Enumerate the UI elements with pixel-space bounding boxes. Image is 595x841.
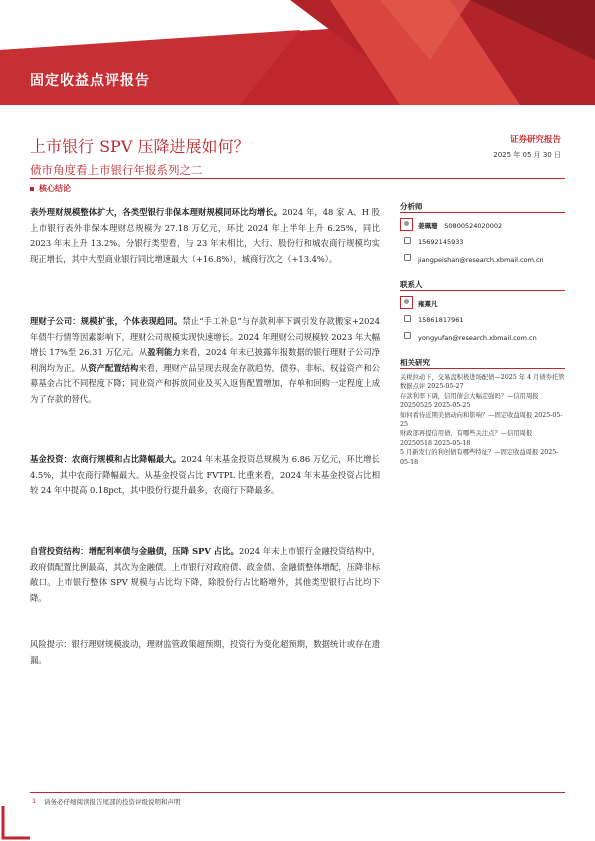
related-heading: 相关研究 (400, 357, 565, 369)
avatar (400, 296, 413, 309)
bullet-icon (30, 187, 34, 191)
page-title: 上市银行 SPV 压降进展如何？ (30, 137, 250, 156)
paragraph-lead: 理财子公司：规模扩张，个体表现趋同。 (30, 316, 183, 326)
sidebar (400, 201, 565, 467)
related-item[interactable]: 如何看待近期美债动向和影响？—固定收益周报 2025-05-25 (400, 411, 563, 429)
related-item[interactable]: 关税拉动下，交易盘积极进场配债—2025 年 4 月债券托管数据点评 2025-05-27 (400, 374, 565, 391)
phone-icon (404, 237, 411, 244)
paragraph-fund-investment (30, 452, 380, 499)
email-icon (404, 254, 411, 261)
related-item[interactable]: 存款利率下调，信用债会大幅走强吗？—信用周报 20250525 2025-05-25 (400, 392, 539, 410)
paragraph-body: 2024 年，48 家 A、H 股上市银行表外非保本理财总规模为 27.18 万亿元，环比 2024 年上半年上升 6.25%，同比 2023 年末上升 13.2%。分银行类型看，与 23 年末相比，大行、股份行和城农商行规模均实现正增长，其中大型商业银行同比增速最大（+16.8%），城商行次之（+13.4%）。 (30, 207, 380, 264)
paragraph-wealth-subsidiary (30, 314, 380, 407)
contact-heading: 联系人 (400, 279, 565, 291)
section-heading (30, 183, 71, 194)
analyst-name-line (418, 221, 502, 230)
contact-name: 雍熹凡 (418, 300, 438, 308)
report-date: 2025 年 05 月 30 日 (493, 151, 561, 159)
risk-warning: 风险提示：银行理财规模波动，理财监管政策超预期，投资行为变化超预期，数据统计或存在遗漏。 (30, 639, 380, 665)
title-divider (30, 178, 565, 179)
contact-email[interactable]: yongyufan@research.xbmail.com.cn (418, 334, 537, 342)
paragraph-wealth-scale (30, 205, 380, 267)
footer-divider (30, 792, 565, 793)
analyst-name: 姜珮珊 (418, 222, 438, 230)
paragraph-body: 2024 年末上市银行金融投资结构中，政府债配置比例最高，其次为金融债。上市银行对政府债、政金债、金融债整体增配，压降非标敞口。上市银行整体 SPV 规模与占比均下降，除股份行占比略增外，其他类型银行占比均下降。 (30, 546, 380, 603)
paragraph-lead: 表外理财规模整体扩大，各类型银行非保本理财规模同环比均增长。 (30, 207, 283, 217)
report-category: 固定收益点评报告 (30, 73, 150, 89)
page-subtitle: 债市角度看上市银行年报系列之二 (30, 163, 203, 177)
report-type: 证券研究报告 (509, 135, 561, 145)
analyst-phone: 15692145933 (418, 238, 464, 246)
paragraph-highlight: 资产配置结构 (88, 362, 139, 373)
footer-disclaimer: 请务必仔细阅读报告尾部的投资评级说明和声明 (44, 798, 181, 806)
paragraph-proprietary-investment (30, 544, 380, 606)
corner-mark (0, 806, 30, 841)
related-item[interactable]: 财政部再提信用债，有哪些关注点？—信用周报 20250518 2025-05-18 (400, 430, 533, 447)
related-list (400, 373, 565, 467)
header-banner (0, 0, 595, 105)
paragraph-body: 来看，理财产品呈现去现金存款趋势，债券、非标、权益资产和公募基金占比不同程度下降；同业资产和拆放同业及买入返售配置增加，存单和回购一定程度上成为了存款的替代。 (30, 362, 380, 404)
analyst-card (400, 213, 565, 279)
paragraph-lead: 自营投资结构：增配利率债与金融债，压降 SPV 占比。 (30, 546, 239, 556)
paragraph-body: 来看，2024 年末已披露年报数据的银行理财子公司净利润均为正。从 (30, 347, 380, 373)
analyst-email[interactable]: jiangpeishan@research.xbmail.com.cn (418, 256, 544, 264)
paragraph-body: 禁止“手工补息”与存款利率下调引发存款搬家+2024 年债牛行情等因素影响下，理财公司规模实现快速增长。2024 年理财公司规模较 2023 年大幅增长 17%至 26.31 万亿元。从 (30, 316, 380, 357)
paragraph-lead: 基金投资：农商行规模和占比降幅最大。 (30, 454, 182, 464)
paragraph-body: 2024 年末基金投资总规模为 6.86 万亿元，环比增长 4.5%，其中农商行降幅最大。从基金投资占比 FVTPL 比重来看，2024 年末基金投资占比相较 24 年中提高 0.18pct，其中股份行提升最多，农商行下降最多。 (30, 454, 380, 495)
contact-card (400, 291, 565, 357)
contact-phone: 15861817961 (418, 316, 464, 324)
section-heading-label: 核心结论 (39, 184, 71, 193)
analyst-cert: S0800524020002 (444, 222, 503, 230)
related-item[interactable]: 5 月新发行的利创债有哪些特征？—固定收益周报 2025-05-18 (400, 449, 559, 466)
avatar (400, 218, 413, 231)
page-number: 1 (32, 797, 37, 805)
paragraph-highlight: 盈利能力 (147, 347, 181, 357)
analyst-heading: 分析师 (400, 201, 565, 213)
email-icon (404, 332, 411, 339)
phone-icon (404, 315, 411, 322)
